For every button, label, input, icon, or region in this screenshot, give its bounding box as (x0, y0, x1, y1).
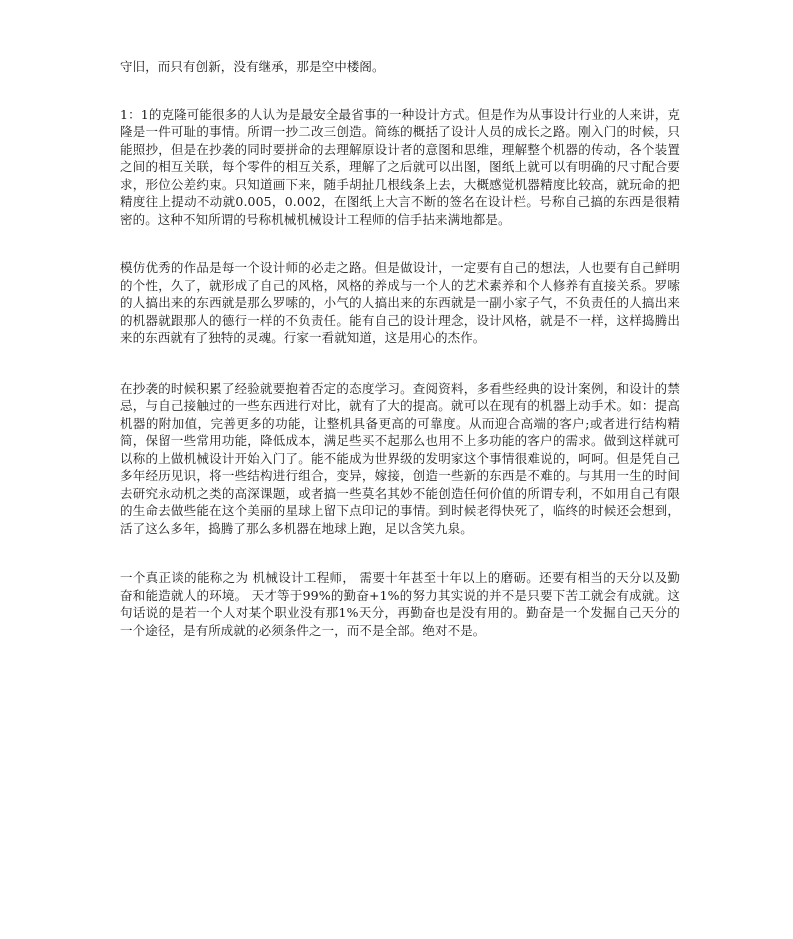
paragraph-cloning: 1：1的克隆可能很多的人认为是最安全最省事的一种设计方式。但是作为从事设计行业的人来讲，克隆是一件可耻的事情。所谓一抄二改三创造。简练的概括了设计人员的成长之路。刚入门的时候，只能照抄，但是在抄袭的同时要拼命的去理解原设计者的意图和思维，理解整个机器的传动，各个装置之间的相互关联，每个零件的相互关系，理解了之后就可以出图，图纸上就可以有明确的尺寸配合要求，形位公差约束。只知道画下来，随手胡扯几根线条上去，大概感觉机器精度比较高，就玩命的把精度往上提动不动就0.005，0.002，在图纸上大言不断的签名在设计栏。号称自己搞的东西是很精密的。这种不知所谓的号称机械机械设计工程师的信手拈来满地都是。 (120, 106, 680, 227)
paragraph-learning: 在抄袭的时候积累了经验就要抱着否定的态度学习。查阅资料，多看些经典的设计案例，和设计的禁忌，与自己接触过的一些东西进行对比，就有了大的提高。就可以在现有的机器上动手术。如：提高机器的附加值，完善更多的功能，让整机具备更高的可靠度。从而迎合高端的客户;或者进行结构精简，保留一些常用功能，降低成本，满足些买不起那么也用不上多功能的客户的需求。做到这样就可以称的上做机械设计开始入门了。能不能成为世界级的发明家这个事情很难说的，呵呵。但是凭自己多年经历见识，将一些结构进行组合，变异，嫁接，创造一些新的东西是不难的。与其用一生的时间去研究永动机之类的高深课题，或者搞一些莫名其妙不能创造任何价值的所谓专利，不如用自己有限的生命去做些能在这个美丽的星球上留下点印记的事情。到时候老得快死了，临终的时候还会想到，活了这么多年，捣腾了那么多机器在地球上跑，足以含笑九泉。 (120, 380, 680, 536)
document-page (120, 58, 680, 639)
paragraph-imitation: 模仿优秀的作品是每一个设计师的必走之路。但是做设计，一定要有自己的想法，人也要有自己鲜明的个性，久了，就形成了自己的风格，风格的养成与一个人的艺术素养和个人修养有直接关系。罗嗦的人搞出来的东西就是那么罗嗦的，小气的人搞出来的东西就是一副小家子气，不负责任的人搞出来的机器就跟那人的德行一样的不负责任。能有自己的设计理念，设计风格，就是不一样，这样捣腾出来的东西就有了独特的灵魂。行家一看就知道，这是用心的杰作。 (120, 260, 680, 345)
paragraph-intro-fragment: 守旧，而只有创新，没有继承，那是空中楼阁。 (120, 59, 385, 74)
paragraph-talent: 一个真正谈的能称之为 机械设计工程师， 需要十年甚至十年以上的磨砺。还要有相当的天分以及勤奋和能造就人的环境。 天才等于99%的勤奋+1%的努力其实说的并不是只要下苦工就会有成就。这句话说的是若一个人对某个职业没有那1%天分，再勤奋也是没有用的。勤奋是一个发掘自己天分的一个途径，是有所成就的必须条件之一，而不是全部。绝对不是。 (120, 570, 680, 638)
